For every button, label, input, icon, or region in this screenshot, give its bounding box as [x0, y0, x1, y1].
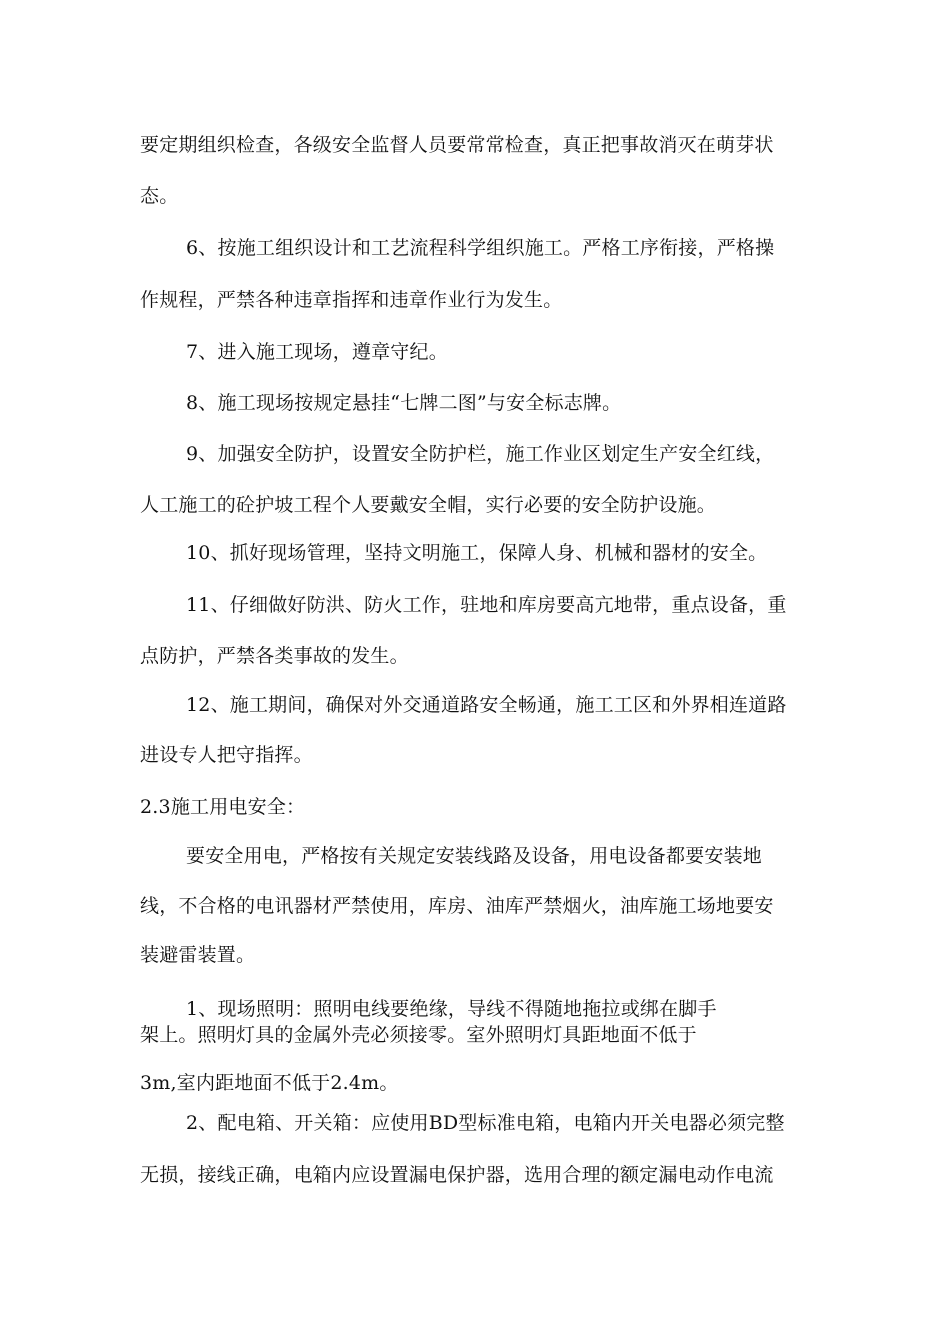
- text-line: 11、仔细做好防洪、防火工作，驻地和库房要高亢地带，重点设备，重: [186, 594, 787, 616]
- text-line: 6、按施工组织设计和工艺流程科学组织施工。严格工序衔接，严格操: [186, 237, 775, 259]
- text-line: 进设专人把守指挥。: [140, 744, 313, 766]
- section-heading: 2.3施工用电安全：: [140, 796, 306, 818]
- text-line: 装避雷装置。: [140, 944, 256, 966]
- text-line: 人工施工的砼护坡工程个人要戴安全帽，实行必要的安全防护设施。: [140, 494, 717, 516]
- text-line: 要安全用电，严格按有关规定安装线路及设备，用电设备都要安装地: [186, 845, 763, 867]
- text-line: 点防护，严禁各类事故的发生。: [140, 645, 409, 667]
- text-line: 架上。照明灯具的金属外壳必须接零。室外照明灯具距地面不低于: [140, 1024, 697, 1046]
- text-line: 10、抓好现场管理，坚持文明施工，保障人身、机械和器材的安全。: [186, 542, 768, 564]
- text-line: 作规程，严禁各种违章指挥和违章作业行为发生。: [140, 289, 563, 311]
- text-line: 线，不合格的电讯器材严禁使用，库房、油库严禁烟火，油库施工场地要安: [140, 895, 774, 917]
- text-line: 9、加强安全防护，设置安全防护栏，施工作业区划定生产安全红线，: [186, 443, 775, 465]
- text-line: 态。: [140, 185, 179, 207]
- text-line: 要定期组织检查，各级安全监督人员要常常检查，真正把事故消灭在萌芽状: [140, 134, 774, 156]
- text-line: 2、配电箱、开关箱：应使用BD型标准电箱，电箱内开关电器必须完整: [186, 1112, 785, 1134]
- text-line: 无损，接线正确，电箱内应设置漏电保护器，选用合理的额定漏电动作电流: [140, 1164, 774, 1186]
- text-line: 12、施工期间，确保对外交通道路安全畅通，施工工区和外界相连道路: [186, 694, 787, 716]
- text-line: 3m,室内距地面不低于2.4m。: [140, 1072, 399, 1094]
- text-line: 8、施工现场按规定悬挂“七牌二图”与安全标志牌。: [186, 392, 622, 414]
- text-line: 1、现场照明：照明电线要绝缘，导线不得随地拖拉或绑在脚手: [186, 998, 717, 1020]
- text-line: 7、进入施工现场，遵章守纪。: [186, 341, 448, 363]
